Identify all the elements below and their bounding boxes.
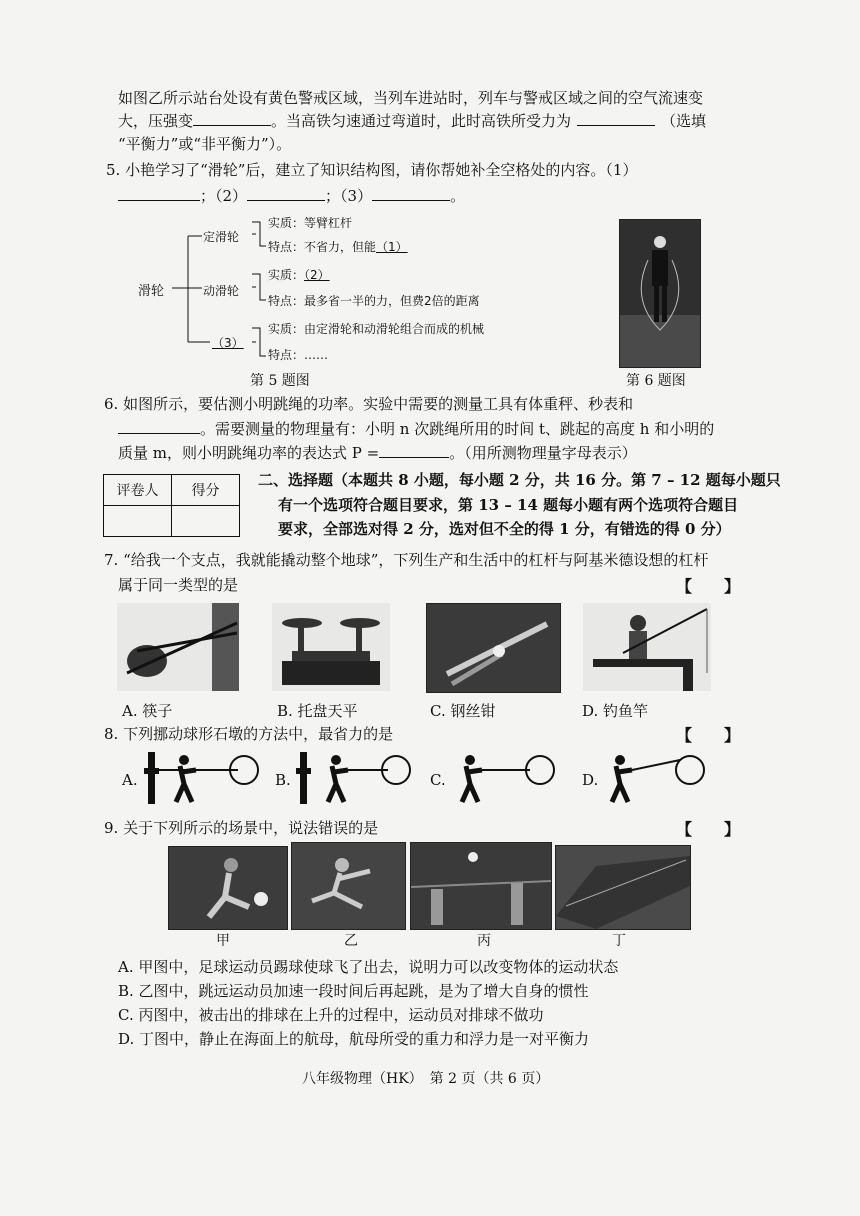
q6-line3 <box>118 443 637 463</box>
q6-blank-tool <box>118 419 200 434</box>
q6-line3-a: 质量 m，则小明跳绳功率的表达式 P = <box>118 444 380 462</box>
q7-option-b: B. 托盘天平 <box>277 702 358 720</box>
q8-option-b: B. <box>275 771 291 789</box>
q4-blank-force <box>577 111 655 126</box>
tree-fixed-feature <box>268 238 408 255</box>
jump-rope-photo <box>619 219 701 368</box>
volleyball-photo <box>410 842 552 930</box>
score-table <box>103 474 240 537</box>
q4-line2 <box>118 111 706 131</box>
aircraft-carrier-photo <box>555 845 691 930</box>
q5-line2-a: ；（2） <box>200 187 248 205</box>
tree-third-feature: 特点：…… <box>268 348 329 362</box>
q8-option-c: C. <box>430 771 446 789</box>
q5-figure-caption: 第 5 题图 <box>250 373 310 389</box>
q6-line1: 6. 如图所示，要估测小明跳绳的功率。实验中需要的测量工具有体重秤、秒表和 <box>104 395 634 413</box>
q8-line1: 8. 下列挪动球形石墩的方法中，最省力的是 <box>104 725 394 743</box>
q9-option-b: B. 乙图中，跳远运动员加速一段时间后再起跳，是为了增大自身的惯性 <box>118 982 589 1000</box>
soccer-player-icon <box>169 847 287 929</box>
section2-line3: 要求，全部选对得 2 分，选对但不全的得 1 分，有错选的得 0 分） <box>278 520 731 538</box>
q7-option-c: C. 钢丝钳 <box>430 702 496 720</box>
q6-line2 <box>118 419 714 439</box>
soccer-kick-photo <box>168 846 288 930</box>
q4-blank-pressure <box>193 111 271 126</box>
q9-label-yi: 乙 <box>344 933 358 949</box>
q9-answer-bracket: 【 】 <box>675 820 740 839</box>
q7-line2: 属于同一类型的是 <box>118 576 239 594</box>
q9-option-d: D. 丁图中，静止在海面上的航母，航母所受的重力和浮力是一对平衡力 <box>118 1030 590 1048</box>
q8-figure-b-icon <box>292 748 414 806</box>
volleyball-players-icon <box>411 843 551 929</box>
q7-line1: 7. “给我一个支点，我就能撬动整个地球”，下列生产和生活中的杠杆与阿基米德设想的杠杆 <box>104 551 709 569</box>
long-jumper-icon <box>292 843 405 929</box>
q4-line2-b: 。当高铁匀速通过弯道时，此时高铁所受力为 <box>271 112 572 130</box>
q4-line3: “平衡力”或“非平衡力”）。 <box>118 135 292 153</box>
score-header: 得分 <box>172 475 240 506</box>
q5-blank2 <box>247 186 325 201</box>
q8-option-a: A. <box>122 771 138 789</box>
q4-line2-c: （选填 <box>661 112 707 130</box>
q6-figure-caption: 第 6 题图 <box>626 373 686 389</box>
tree-blank3: （3） <box>212 336 244 350</box>
q5-line1: 5. 小艳学习了“滑轮”后，建立了知识结构图，请你帮她补全空格处的内容。（1） <box>106 161 638 179</box>
section2-line1: 二、选择题（本题共 8 小题，每小题 2 分，共 16 分。第 7 – 12 题每小题只 <box>258 471 781 489</box>
tree-movable-essence <box>268 266 330 283</box>
reviewer-cell <box>104 506 172 537</box>
q9-label-bing: 丙 <box>477 933 491 949</box>
tree-fixed-essence: 实质：等臂杠杆 <box>268 216 353 230</box>
q7-option-a: A. 筷子 <box>122 702 173 720</box>
chopsticks-icon <box>117 603 239 691</box>
tree-movable-pulley: 动滑轮 <box>203 284 240 298</box>
q4-line1: 如图乙所示站台处设有黄色警戒区域，当列车进站时，列车与警戒区域之间的空气流速变 <box>118 89 704 107</box>
q9-label-ding: 丁 <box>612 933 626 949</box>
q6-line2-text: 。需要测量的物理量有：小明 n 次跳绳所用的时间 t、跳起的高度 h 和小明的 <box>200 420 715 438</box>
balance-scale-icon <box>272 603 390 691</box>
section2-line2: 有一个选项符合题目要求，第 13 – 14 题每小题有两个选项符合题目 <box>278 496 739 514</box>
tree-movable-essence-text: 实质： <box>268 268 305 282</box>
tree-blank2: （2） <box>304 268 330 282</box>
long-jump-photo <box>291 842 406 930</box>
pliers-icon <box>427 604 560 692</box>
q5-blank1 <box>118 186 200 201</box>
tree-fixed-pulley: 定滑轮 <box>203 230 240 244</box>
pliers-image <box>426 603 561 693</box>
q5-line2-c: 。 <box>450 187 466 205</box>
q4-line2-a: 大，压强变 <box>118 112 194 130</box>
fishing-rod-image <box>583 603 711 691</box>
q9-line1: 9. 关于下列所示的场景中，说法错误的是 <box>104 819 379 837</box>
q5-blank3 <box>372 186 450 201</box>
q6-line3-b: 。（用所测物理量字母表示） <box>449 444 637 462</box>
fishing-rod-icon <box>583 603 711 691</box>
q5-line2 <box>118 186 465 206</box>
reviewer-header: 评卷人 <box>104 475 172 506</box>
balance-image <box>272 603 390 691</box>
tree-fixed-feature-text: 特点：不省力，但能 <box>268 240 377 254</box>
q8-option-d: D. <box>582 771 599 789</box>
q9-option-c: C. 丙图中，被击出的排球在上升的过程中，运动员对排球不做功 <box>118 1006 544 1024</box>
tree-movable-feature: 特点：最多省一半的力，但费2倍的距离 <box>268 294 480 308</box>
q8-figure-a-icon <box>140 748 262 806</box>
q7-answer-bracket: 【 】 <box>675 577 740 596</box>
page-footer: 八年级物理（HK） 第 2 页（共 6 页） <box>302 1071 550 1087</box>
jump-rope-figure-icon <box>620 220 700 367</box>
aircraft-carrier-icon <box>556 846 690 929</box>
tree-blank1: （1） <box>376 240 408 254</box>
score-cell <box>172 506 240 537</box>
q8-figure-d-icon <box>598 748 710 806</box>
q5-line2-b: ；（3） <box>325 187 373 205</box>
tree-third-essence: 实质：由定滑轮和动滑轮组合而成的机械 <box>268 322 485 336</box>
q9-label-jia: 甲 <box>216 933 230 949</box>
tree-root: 滑轮 <box>138 284 165 299</box>
q6-blank-formula <box>379 443 449 458</box>
q7-option-d: D. 钓鱼竿 <box>582 702 649 720</box>
chopsticks-image <box>117 603 239 691</box>
q8-answer-bracket: 【 】 <box>675 726 740 745</box>
q8-figure-c-icon <box>448 748 560 806</box>
q9-option-a: A. 甲图中，足球运动员踢球使球飞了出去，说明力可以改变物体的运动状态 <box>118 958 619 976</box>
